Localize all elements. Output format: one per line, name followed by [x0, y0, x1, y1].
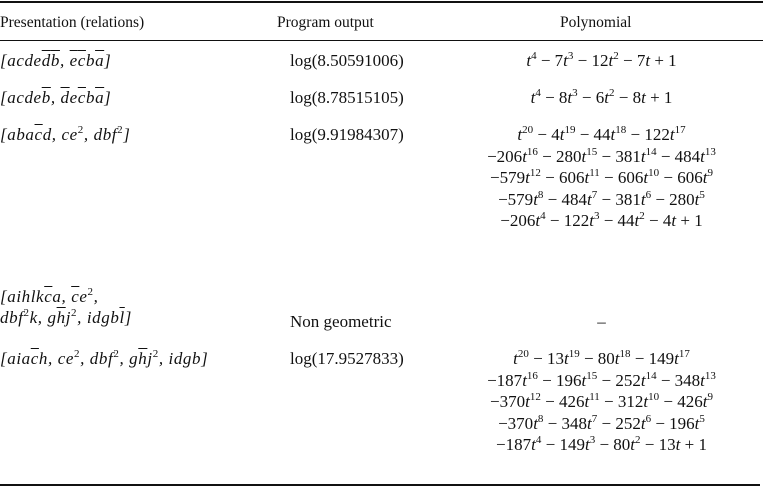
- header-program-output: Program output: [277, 14, 374, 31]
- program-output-cell-5: log(17.9527833): [290, 349, 404, 368]
- presentation-cell-5: [$aia\overline{c}h$, $ce^2$, dbf$^2$, $g\overline{h}j^2$, idgb]: [0, 348, 209, 368]
- bottom-rule: [0, 484, 760, 486]
- polynomial-cell-3: $t^{20} - 4t^{19} - 44t^{18} - 122t^{17}$ $-206t^{16} - 280t^{15} - 381t^{14} - 484t^{13}$ $-579t^{12} - 606t^{11} - 606t^{10} - 606t^9$ $-579t^8 - 484t^7 - 381t^6 - 280t^5$ $-206t^4 - 122t^3 - 44t^2 - 4t + 1$: [487, 124, 716, 230]
- header-rule: [0, 40, 763, 41]
- presentation-cell-3: [$aba\overline{c}d$, $ce^2$, dbf$^2$]: [0, 124, 131, 144]
- program-output-cell-1: log(8.50591006): [290, 51, 404, 70]
- presentation-cell-1: [$acde\overline{d}\overline{b}$, $\overline{e}\overline{c}b\overline{a}$]: [0, 51, 112, 70]
- presentation-cell-4: [$aihlk\overline{c}a$, $\overline{c}e^2$, dbf$^2$k, $g\overline{h}j^2$, $idgb\overline{l}$]: [0, 286, 133, 327]
- program-output-cell-3: log(9.91984307): [290, 125, 404, 144]
- header-presentation: Presentation (relations): [0, 14, 145, 31]
- top-rule: [0, 1, 763, 3]
- polynomial-cell-1: $t^4 - 7t^3 - 12t^2 - 7t + 1$: [526, 50, 677, 70]
- program-output-cell-4: Non geometric: [290, 312, 392, 331]
- presentation-cell-2: [$acde\overline{b}$, $\overline{d}e\overline{c}b\overline{a}$]: [0, 88, 112, 107]
- polynomial-cell-4: –: [597, 312, 606, 331]
- header-polynomial: Polynomial: [560, 14, 632, 31]
- polynomial-cell-5: $t^{20} - 13t^{19} - 80t^{18} - 149t^{17}$ $-187t^{16} - 196t^{15} - 252t^{14} - 348t^{13}$ $-370t^{12} - 426t^{11} - 312t^{10} - 426t^9$ $-370t^8 - 348t^7 - 252t^6 - 196t^5$ $-187t^4 - 149t^3 - 80t^2 - 13t + 1$: [487, 348, 716, 454]
- program-output-cell-2: log(8.78515105): [290, 88, 404, 107]
- polynomial-cell-2: $t^4 - 8t^3 - 6t^2 - 8t + 1$: [530, 87, 673, 107]
